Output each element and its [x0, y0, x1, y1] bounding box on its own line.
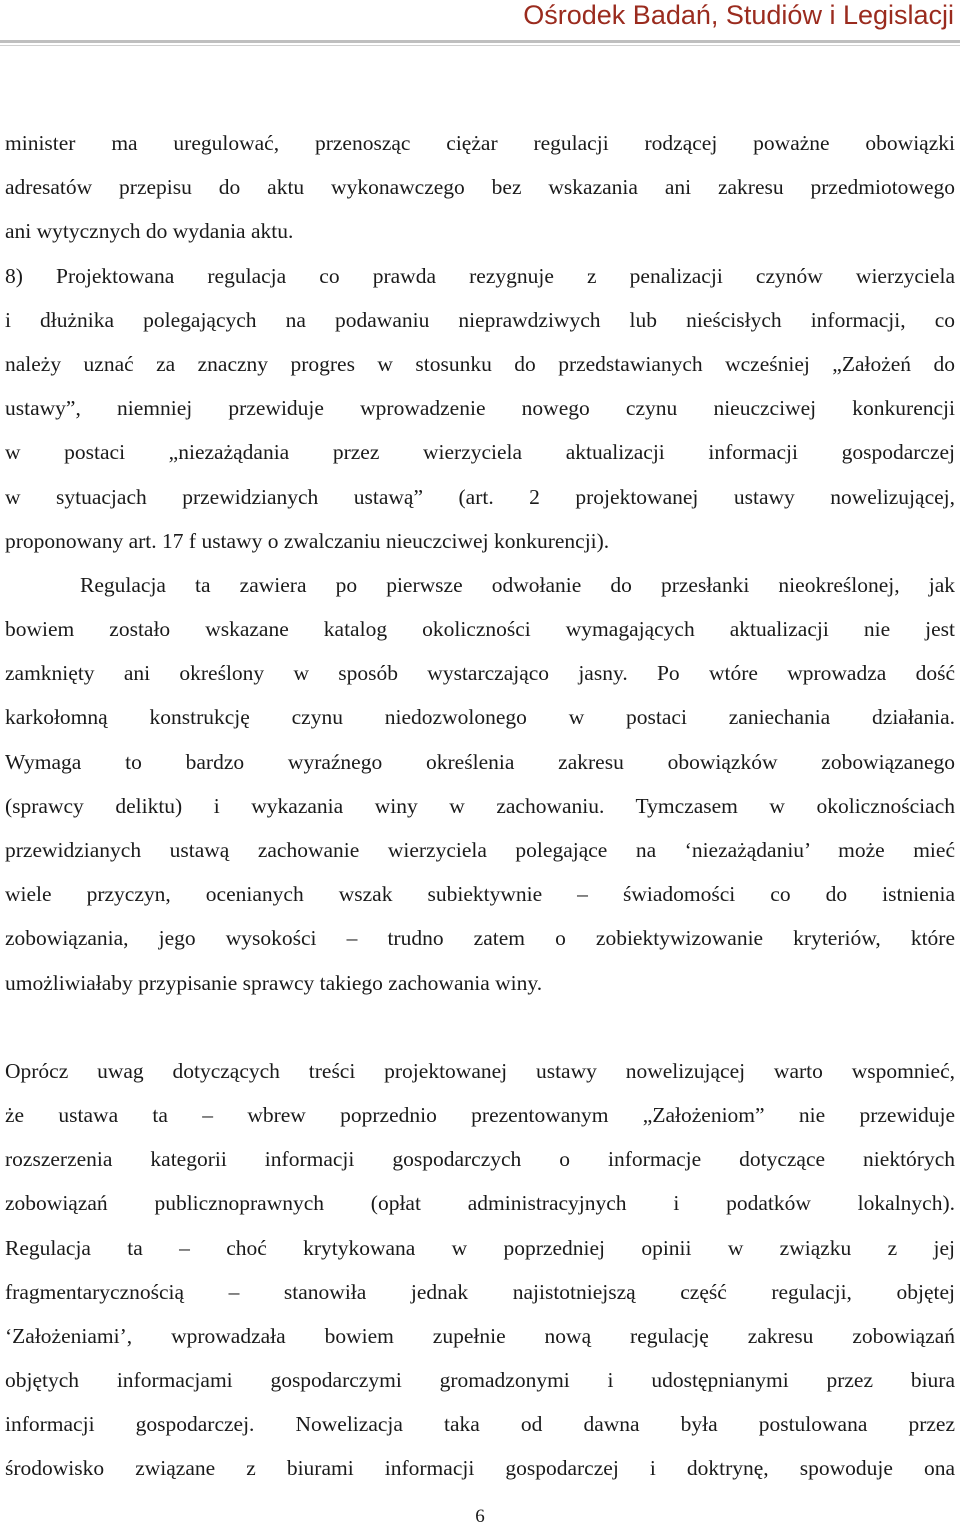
paragraph-3	[5, 563, 955, 1005]
text-line: ‘Założeniami’, wprowadzała bowiem zupełnie nową regulację zakresu zobowiązań	[5, 1323, 955, 1348]
text-line: w sytuacjach przewidzianych ustawą” (art. 2 projektowanej ustawy nowelizującej,	[5, 484, 955, 509]
text-line: Oprócz uwag dotyczących treści projektowanej ustawy nowelizującej warto wspomnieć,	[5, 1058, 955, 1083]
text-line: informacji gospodarczej. Nowelizacja taka od dawna była postulowana przez	[5, 1412, 955, 1437]
paragraph-gap	[5, 1005, 955, 1049]
text-line: przewidzianych ustawą zachowanie wierzyciela polegające na ‘niezażądaniu’ może mieć	[5, 838, 955, 862]
text-line: adresatów przepisu do aktu wykonawczego bez wskazania ani zakresu przedmiotowego	[5, 175, 955, 200]
header-title: Ośrodek Badań, Studiów i Legislacji	[523, 0, 954, 30]
text-line: i dłużnika polegających na podawaniu nieprawdziwych lub nieścisłych informacji, co	[5, 307, 955, 332]
text-line: zobowiązania, jego wysokości – trudno zatem o zobiektywizowanie kryteriów, które	[5, 926, 955, 951]
text-line: rozszerzenia kategorii informacji gospodarczych o informacje dotyczące niektórych	[5, 1147, 955, 1172]
header-rule-thin	[0, 45, 960, 46]
page-header	[0, 0, 960, 48]
text-line: środowisko związane z biurami informacji gospodarczej i doktrynę, spowoduje ona	[5, 1456, 955, 1481]
text-line: Regulacja ta zawiera po pierwsze odwołanie do przesłanki nieokreślonej, jak	[80, 572, 955, 597]
text-line: (sprawcy deliktu) i wykazania winy w zachowaniu. Tymczasem w okolicznościach	[5, 793, 955, 818]
text-line: ani wytycznych do wydania aktu.	[5, 219, 294, 244]
document-body	[5, 121, 955, 1491]
text-line: bowiem zostało wskazane katalog okoliczności wymagających aktualizacji nie jest	[5, 617, 955, 642]
text-line: zobowiązań publicznoprawnych (opłat administracyjnych i podatków lokalnych).	[5, 1191, 955, 1216]
paragraph-4	[5, 1049, 955, 1491]
paragraph-1	[5, 121, 955, 254]
text-line: Regulacja ta – choć krytykowana w poprzedniej opinii w związku z jej	[5, 1235, 955, 1260]
page-number: 6	[475, 1506, 485, 1527]
header-rule	[0, 40, 960, 43]
text-line: Wymaga to bardzo wyraźnego określenia zakresu obowiązków zobowiązanego	[5, 749, 955, 774]
text-line: zamknięty ani określony w sposób wystarczająco jasny. Po wtóre wprowadza dość	[5, 661, 955, 686]
text-line: że ustawa ta – wbrew poprzednio prezentowanym „Założeniom” nie przewiduje	[5, 1102, 955, 1127]
text-line: ustawy”, niemniej przewiduje wprowadzenie nowego czynu nieuczciwej konkurencji	[5, 396, 955, 421]
paragraph-2	[5, 254, 955, 563]
text-line: należy uznać za znaczny progres w stosunku do przedstawianych wcześniej „Założeń do	[5, 351, 955, 376]
text-line: objętych informacjami gospodarczymi gromadzonymi i udostępnianymi przez biura	[5, 1368, 955, 1393]
text-line: 8) Projektowana regulacja co prawda rezygnuje z penalizacji czynów wierzyciela	[5, 263, 955, 288]
text-line: fragmentarycznością – stanowiła jednak najistotniejszą część regulacji, objętej	[5, 1279, 955, 1304]
text-line: karkołomną konstrukcję czynu niedozwolonego w postaci zaniechania działania.	[5, 705, 955, 730]
text-line: proponowany art. 17 f ustawy o zwalczaniu nieuczciwej konkurencji).	[5, 528, 610, 553]
text-line: wiele przyczyn, ocenianych wszak subiektywnie – świadomości co do istnienia	[5, 882, 955, 907]
text-line: minister ma uregulować, przenosząc ciężar regulacji rodzącej poważne obowiązki	[5, 131, 955, 155]
text-line: w postaci „niezażądania przez wierzyciela aktualizacji informacji gospodarczej	[5, 440, 955, 465]
text-line: umożliwiałaby przypisanie sprawcy takiego zachowania winy.	[5, 970, 543, 995]
